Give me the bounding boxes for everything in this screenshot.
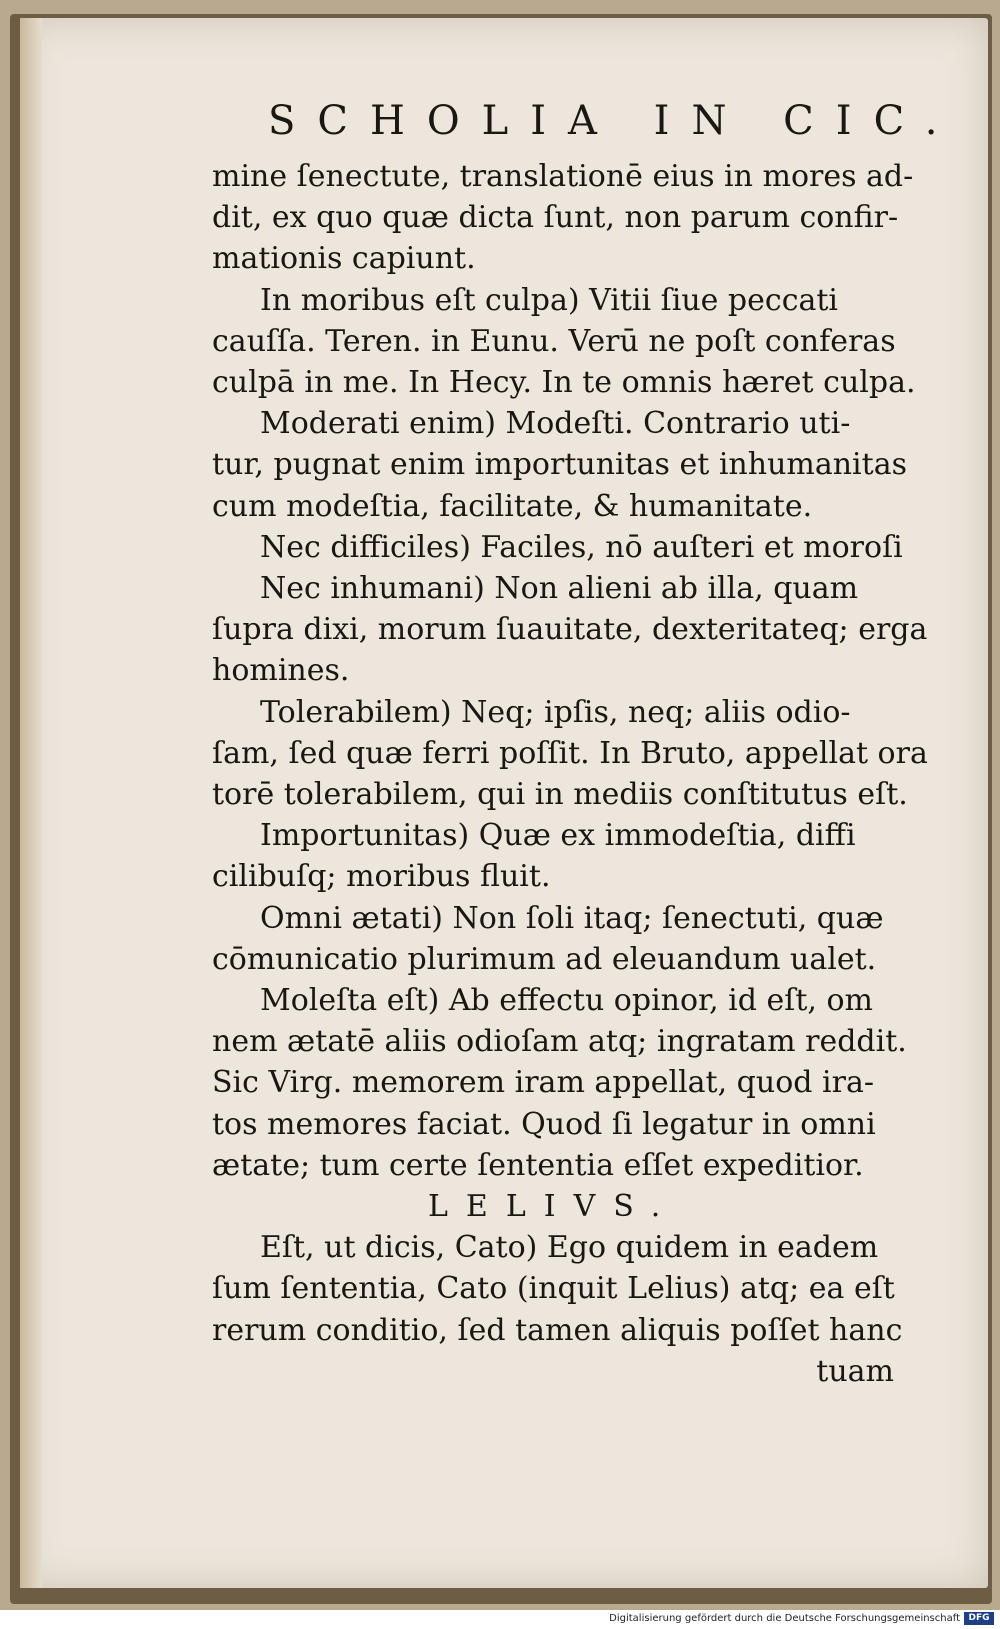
lemma-line: Eſt, ut dicis, Cato) Ego quidem in eadem (260, 1230, 879, 1266)
commentary-text (212, 156, 942, 1392)
text-line: cōmunicatio plurimum ad eleuandum ualet. (212, 941, 877, 977)
text-line: ætate; tum certe ſententia eſſet expeditior. (212, 1147, 864, 1183)
text-line: tur, pugnat enim importunitas et inhumanitas (212, 447, 907, 483)
dfg-logo: DFG (964, 1612, 994, 1625)
lemma-line: Tolerabilem) Neq; ipſis, neq; aliis odio- (260, 694, 851, 730)
lemma-line: Nec inhumani) Non alieni ab illa, quam (260, 571, 859, 607)
text-line: tos memores faciat. Quod ſi legatur in omni (212, 1106, 876, 1142)
footer-credit: Digitalisierung gefördert durch die Deutsche Forschungsgemeinschaft (609, 1613, 960, 1624)
lemma-line: Moleſta eſt) Ab effectu opinor, id eſt, om (260, 983, 873, 1019)
lemma-line: Nec difficiles) Faciles, nō auſteri et moroſi (260, 529, 903, 565)
section-heading: LELIVS. (428, 1189, 679, 1225)
text-line: dit, ex quo quæ dicta ſunt, non parum confir- (212, 200, 899, 236)
lemma-line: Omni ætati) Non ſoli itaq; ſenectuti, quæ (260, 900, 884, 936)
text-line: ſupra dixi, morum ſuauitate, dexteritateq; erga (212, 612, 928, 648)
text-line: ſum ſententia, Cato (inquit Lelius) atq; ea eſt (212, 1271, 895, 1307)
text-line: torē tolerabilem, qui in mediis conſtitutus eſt. (212, 777, 908, 813)
text-line: rerum conditio, ſed tamen aliquis poſſet hanc (212, 1312, 903, 1348)
text-line: cum modeſtia, facilitate, & humanitate. (212, 488, 813, 524)
lemma-line: Importunitas) Quæ ex immodeſtia, diffi (260, 818, 856, 854)
text-line: mine ſenectute, translationē eius in mores ad- (212, 159, 914, 194)
lemma-line: Moderati enim) Modeſti. Contrario uti- (260, 406, 851, 442)
running-head: SCHOLIA IN CIC. (268, 98, 960, 144)
lemma-line: In moribus eſt culpa) Vitii ſiue peccati (260, 282, 839, 318)
text-line: cauſſa. Teren. in Eunu. Verū ne poſt conferas (212, 323, 896, 359)
text-line: culpā in me. In Hecy. In te omnis hæret culpa. (212, 365, 916, 401)
text-line: mationis capiunt. (212, 241, 476, 277)
text-line: ſam, ſed quæ ferri poſſit. In Bruto, appellat ora (212, 735, 928, 771)
text-line: homines. (212, 653, 350, 689)
page-gutter (20, 18, 42, 1588)
text-line: cilibuſq; moribus fluit. (212, 859, 551, 895)
text-line: Sic Virg. memorem iram appellat, quod ira- (212, 1065, 874, 1101)
catchword: tuam (816, 1353, 894, 1389)
text-line: nem ætatē aliis odioſam atq; ingratam reddit. (212, 1024, 907, 1060)
